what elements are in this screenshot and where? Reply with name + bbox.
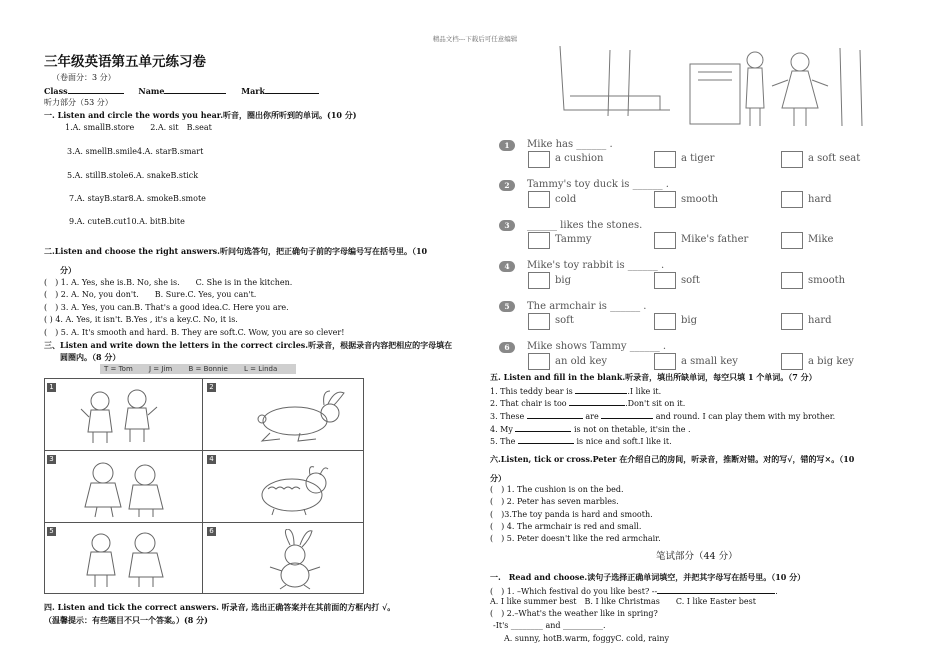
answer-option: Mike's father — [681, 234, 749, 245]
answer-checkbox[interactable] — [528, 191, 550, 208]
question-number: 6 — [499, 342, 515, 353]
section4-title: 四. Listen and tick the correct answers. 听录音, 选出正确答案并在其前面的方框内打 √。 — [44, 602, 396, 612]
tick-cross-item: ( ) 5. Peter doesn't like the red armchair. — [490, 534, 661, 543]
blank-field[interactable] — [518, 435, 574, 444]
answer-option: hard — [808, 194, 832, 205]
name-label: Name — [138, 86, 165, 96]
header-note: 精品文档---下载后可任意编辑 — [432, 35, 518, 43]
answer-checkbox[interactable] — [528, 151, 550, 168]
fill-blank-item: 5. The is nice and soft.I like it. — [490, 437, 672, 446]
question-text: Mike shows Tammy ______ . — [527, 341, 667, 352]
class-field[interactable] — [68, 85, 124, 94]
kids-illustration — [75, 387, 165, 447]
question-number: 5 — [499, 301, 515, 312]
tick-cross-item: ( ) 2. Peter has seven marbles. — [490, 497, 619, 506]
cell-number: 6 — [207, 527, 216, 536]
answer-option: big — [555, 275, 572, 286]
answer-option: a tiger — [681, 153, 715, 164]
section2-item: ( ) 3. A. Yes, you can.B. That's a good idea.C. Here you are. — [44, 303, 289, 312]
answer-checkbox[interactable] — [781, 313, 803, 330]
answer-option: smooth — [681, 194, 719, 205]
answer-checkbox[interactable] — [654, 313, 676, 330]
answer-checkbox[interactable] — [654, 151, 676, 168]
answer-option: soft — [555, 315, 574, 326]
blank-field[interactable] — [601, 410, 653, 419]
legend-item: B = Bonnie — [188, 365, 228, 373]
cell-number: 3 — [47, 455, 56, 464]
legend-item: J = Jim — [149, 365, 173, 373]
question-text: Mike's toy rabbit is ______ . — [527, 260, 665, 271]
section4-note: （温馨提示：有些题目不只一个答案。）(8 分) — [44, 615, 208, 625]
question-number: 2 — [499, 180, 515, 191]
cell-number: 1 — [47, 383, 56, 392]
fluffy-toy-illustration — [250, 463, 340, 518]
section1-row: 3.A. smellB.smile4.A. starB.smart — [67, 147, 204, 156]
answer-checkbox[interactable] — [781, 151, 803, 168]
fill-blank-item: 2. That chair is too .Don't sit on it. — [490, 399, 686, 408]
blank-field[interactable] — [657, 585, 775, 594]
mark-label: Mark — [241, 86, 266, 96]
answer-option: hard — [808, 315, 832, 326]
answer-option: an old key — [555, 356, 608, 367]
girls-illustration — [77, 459, 177, 519]
toy-bunny-illustration — [260, 529, 330, 591]
section2-title-cont: 分） — [60, 265, 76, 275]
answer-checkbox[interactable] — [654, 191, 676, 208]
answer-checkbox[interactable] — [781, 272, 803, 289]
page-title: 三年级英语第五单元练习卷 — [44, 54, 206, 70]
legend-item: T = Tom — [104, 365, 133, 373]
section5-title: 五. Listen and fill in the blank.听录音，填出所缺单词，每空只填 1 个单词。（7 分） — [490, 372, 817, 382]
section6-title-cont: 分） — [490, 473, 506, 483]
class-label: Class — [44, 86, 68, 96]
section2-title: 二.Listen and choose the right answers.听问句选答句，把正确句子前的字母编号写在括号里。（10 — [44, 246, 428, 256]
answer-option: cold — [555, 194, 577, 205]
section2-item: ( ) 5. A. It's smooth and hard. B. They are soft.C. Wow, you are so clever! — [44, 328, 345, 337]
read-choose-item: A. I like summer best B. I like Christmas C. I like Easter best — [490, 597, 756, 606]
read-choose-item: A. sunny, hotB.warm, foggyC. cold, rainy — [504, 634, 670, 643]
question-number: 3 — [499, 220, 515, 231]
fill-blank-item: 1. This teddy bear is .I like it. — [490, 387, 662, 396]
section1-row: 5.A. stillB.stole6.A. snakeB.stick — [67, 171, 199, 180]
mark-field[interactable] — [265, 85, 319, 94]
answer-option: a big key — [808, 356, 854, 367]
section7-title: 一. Read and choose.读句子选择正确单词填空，并把其字母写在括号里。（10 分） — [490, 572, 806, 582]
question-text: Mike has ______ . — [527, 139, 613, 150]
section1-row: 1.A. smallB.store 2.A. sit B.seat — [65, 123, 212, 132]
section1-row: 9.A. cuteB.cut10.A. bitB.bite — [69, 217, 185, 226]
written-header: 笔试部分（44 分） — [656, 551, 738, 562]
cell-number: 4 — [207, 455, 216, 464]
name-field[interactable] — [164, 85, 226, 94]
legend-item: L = Linda — [244, 365, 278, 373]
answer-option: big — [681, 315, 698, 326]
answer-option: smooth — [808, 275, 846, 286]
student-info-line — [44, 85, 319, 96]
question-number: 1 — [499, 140, 515, 151]
answer-checkbox[interactable] — [654, 232, 676, 249]
tick-cross-item: ( )3.The toy panda is hard and smooth. — [490, 510, 653, 519]
answer-option: a soft seat — [808, 153, 861, 164]
fill-blank-item: 3. These are and round. I can play them with my brother. — [490, 412, 836, 421]
section2-item: ( ) 1. A. Yes, she is.B. No, she is. C. She is in the kitchen. — [44, 278, 293, 287]
kids-illustration — [75, 531, 175, 591]
fill-blank-item: 4. My is not on thetable, it'sin the . — [490, 425, 691, 434]
answer-checkbox[interactable] — [654, 353, 676, 370]
section2-item: ( ) 4. A. Yes, it isn't. B.Yes , it's a key.C. No, it is. — [44, 315, 238, 324]
answer-checkbox[interactable] — [528, 232, 550, 249]
blank-field[interactable] — [515, 423, 571, 432]
read-choose-item: ( ) 2.–What's the weather like in spring? — [490, 609, 658, 618]
section3-title: 三、Listen and write down the letters in the correct circles.听录音，根据录音内容把相应的字母填在 — [44, 340, 453, 350]
section6-title: 六.Listen, tick or cross.Peter 在介绍自己的房间，听录音，推断对错。对的写√，错的写×。（10 — [490, 454, 855, 464]
cell-number: 2 — [207, 383, 216, 392]
section3-title-cont: 圆圈内。（8 分） — [60, 352, 121, 362]
read-choose-item: ( ) 1. –Which festival do you like best? -- . — [490, 587, 778, 596]
answer-checkbox[interactable] — [781, 191, 803, 208]
answer-checkbox[interactable] — [654, 272, 676, 289]
answer-checkbox[interactable] — [781, 353, 803, 370]
answer-checkbox[interactable] — [781, 232, 803, 249]
answer-option: a cushion — [555, 153, 604, 164]
listening-header: 听力部分（53 分） — [44, 98, 113, 107]
question-text: ______ likes the stones. — [527, 220, 643, 231]
cell-number: 5 — [47, 527, 56, 536]
rabbit-illustration — [240, 389, 350, 444]
question-text: Tammy's toy duck is ______ . — [527, 179, 669, 190]
name-legend — [100, 364, 296, 374]
answer-checkbox[interactable] — [528, 272, 550, 289]
answer-option: soft — [681, 275, 700, 286]
tick-cross-item: ( ) 1. The cushion is on the bed. — [490, 485, 624, 494]
blank-field[interactable] — [575, 385, 627, 394]
section1-row: 7.A. stayB.star8.A. smokeB.smote — [69, 194, 206, 203]
answer-checkbox[interactable] — [528, 313, 550, 330]
picture-grid — [44, 378, 364, 594]
score-note: （卷面分：3 分） — [52, 73, 116, 82]
room-illustration — [550, 46, 880, 128]
tick-cross-item: ( ) 4. The armchair is red and small. — [490, 522, 642, 531]
answer-checkbox[interactable] — [528, 353, 550, 370]
section2-item: ( ) 2. A. No, you don't. B. Sure.C. Yes, you can't. — [44, 290, 257, 299]
answer-option: a small key — [681, 356, 738, 367]
read-choose-item: -It's ________ and __________. — [493, 621, 606, 630]
answer-option: Tammy — [555, 234, 592, 245]
question-text: The armchair is ______ . — [527, 301, 647, 312]
question-number: 4 — [499, 261, 515, 272]
answer-option: Mike — [808, 234, 834, 245]
blank-field[interactable] — [527, 410, 583, 419]
blank-field[interactable] — [569, 397, 625, 406]
section1-title: 一. Listen and circle the words you hear.听音，圈出你所听到的单词。(10 分) — [44, 110, 357, 120]
